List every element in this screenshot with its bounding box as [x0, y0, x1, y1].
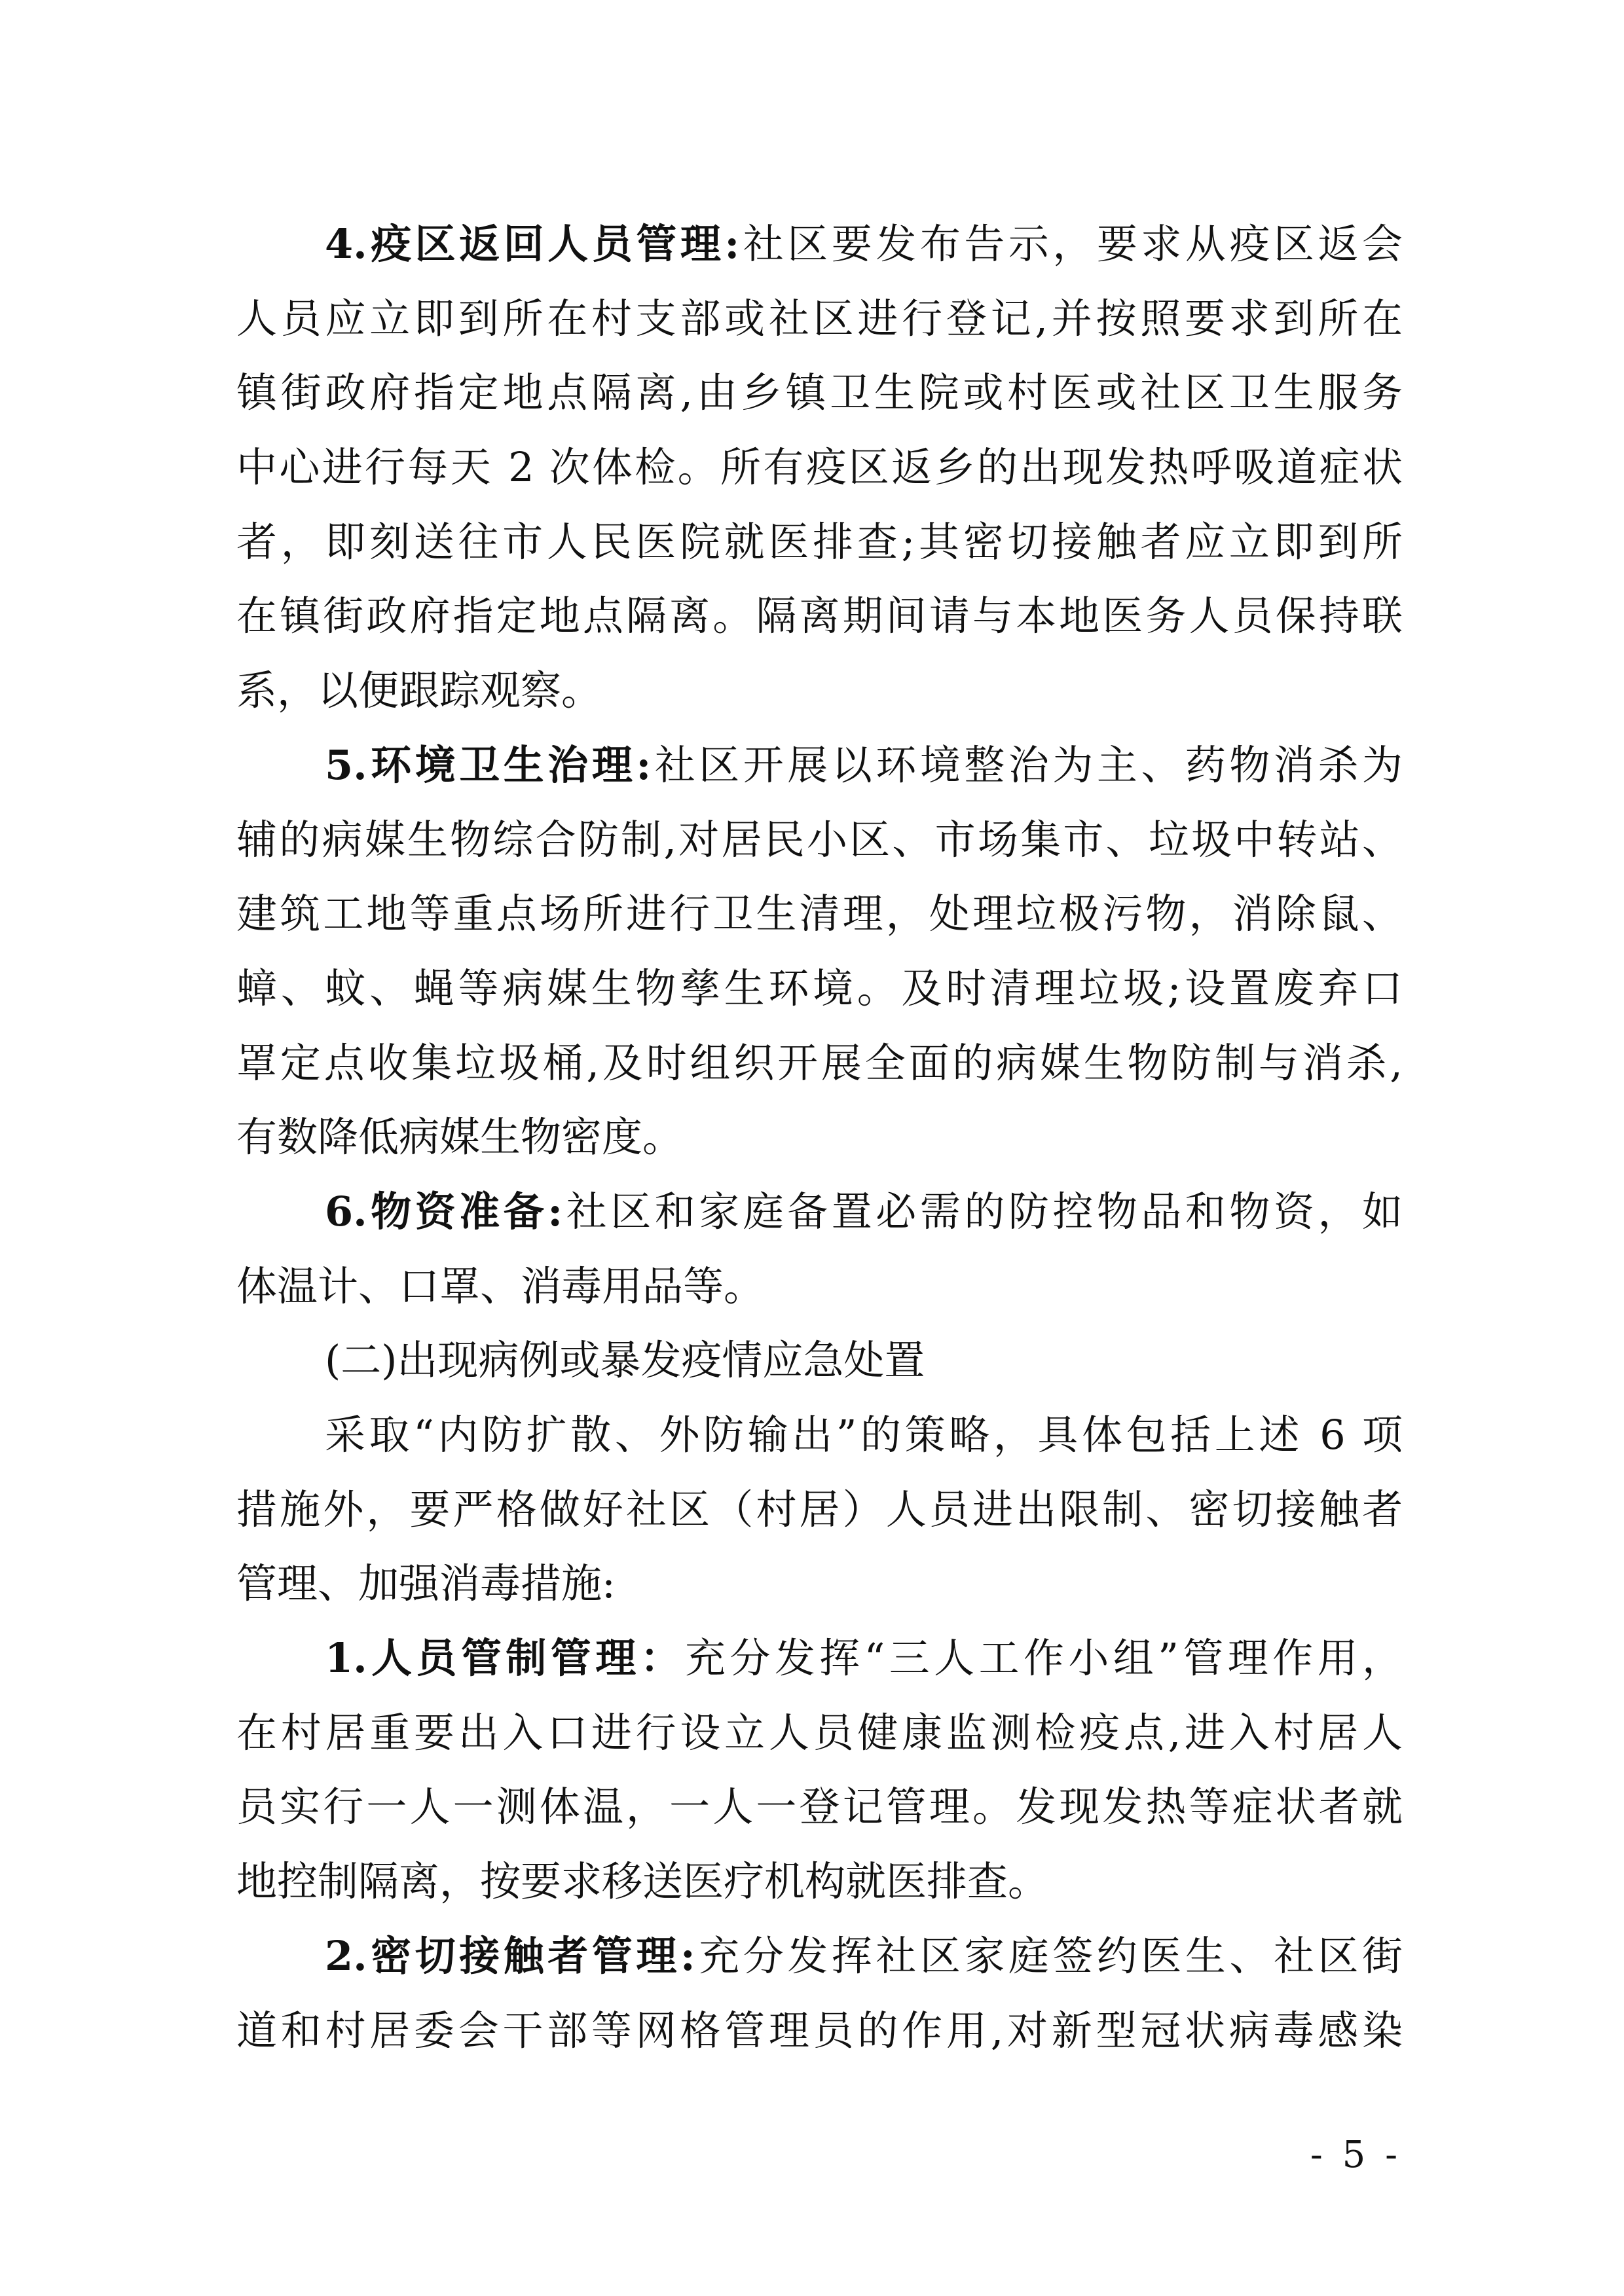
paragraph-text: 充分发挥社区家庭签约医生、社区街: [695, 1931, 1403, 1980]
paragraph-line: 管理、加强消毒措施:: [236, 1559, 616, 1608]
paragraph-line: [236, 207, 1403, 282]
document-body: [236, 207, 1403, 2068]
paragraph-text: 社区要发布告示，要求从疫区返会: [739, 220, 1403, 268]
paragraph-line: 道和村居委会干部等网格管理员的作用,对新型冠状病毒感染: [236, 2006, 1403, 2054]
section-heading: 6.物资准备:: [325, 1187, 563, 1235]
paragraph-line: 采取“内防扩散、外防输出”的策略，具体包括上述 6 项: [325, 1411, 1403, 1459]
paragraph-line: 系，以便跟踪观察。: [236, 666, 602, 715]
paragraph-line: 员实行一人一测体温，一人一登记管理。发现发热等症状者就: [236, 1783, 1403, 1831]
paragraph-line: 蟑、蚊、蝇等病媒生物孳生环境。及时清理垃圾;设置废弃口: [236, 964, 1403, 1012]
subsection-title: (二)出现病例或暴发疫情应急处置: [325, 1336, 925, 1385]
paragraph-line: 在镇街政府指定地点隔离。隔离期间请与本地医务人员保持联: [236, 592, 1403, 640]
paragraph-text: 充分发挥“三人工作小组”管理作用，: [685, 1634, 1403, 1683]
paragraph-line: 建筑工地等重点场所进行卫生清理，处理垃极污物，消除鼠、: [236, 890, 1403, 938]
paragraph-line: 有数降低病媒生物密度。: [236, 1113, 684, 1161]
paragraph-line: 措施外，要严格做好社区（村居）人员进出限制、密切接触者: [236, 1485, 1403, 1533]
section-heading: 5.环境卫生治理:: [325, 740, 652, 789]
paragraph-line: 辅的病媒生物综合防制,对居民小区、市场集市、垃圾中转站、: [236, 815, 1403, 864]
paragraph-line: 体温计、口罩、消毒用品等。: [236, 1262, 765, 1310]
paragraph-line: [236, 728, 1403, 803]
section-heading: 4.疫区返回人员管理:: [325, 220, 740, 268]
paragraph-line: [236, 1175, 1403, 1249]
paragraph-line: 人员应立即到所在村支部或社区进行登记,并按照要求到所在: [236, 294, 1403, 342]
paragraph-line: [236, 1919, 1403, 1994]
section-heading: 1.人员管制管理：: [325, 1634, 686, 1683]
section-heading: 2.密切接触者管理:: [325, 1931, 695, 1980]
paragraph-line: [236, 1621, 1403, 1696]
paragraph-line: 在村居重要出入口进行设立人员健康监测检疫点,进入村居人: [236, 1708, 1403, 1757]
paragraph-line: 地控制隔离，按要求移送医疗机构就医排查。: [236, 1857, 1049, 1906]
paragraph-text: 社区和家庭备置必需的防控物品和物资，如: [563, 1187, 1403, 1235]
paragraph-text: 社区开展以环境整治为主、药物消杀为: [651, 740, 1403, 789]
page-number: - 5 -: [1310, 2134, 1401, 2176]
paragraph-line: 者，即刻送往市人民医院就医排查;其密切接触者应立即到所: [236, 517, 1403, 566]
paragraph-line: 罩定点收集垃圾桶,及时组织开展全面的病媒生物防制与消杀,: [236, 1038, 1403, 1087]
paragraph-line: 中心进行每天 2 次体检。所有疫区返乡的出现发热呼吸道症状: [236, 443, 1403, 492]
paragraph-line: 镇街政府指定地点隔离,由乡镇卫生院或村医或社区卫生服务: [236, 369, 1403, 417]
